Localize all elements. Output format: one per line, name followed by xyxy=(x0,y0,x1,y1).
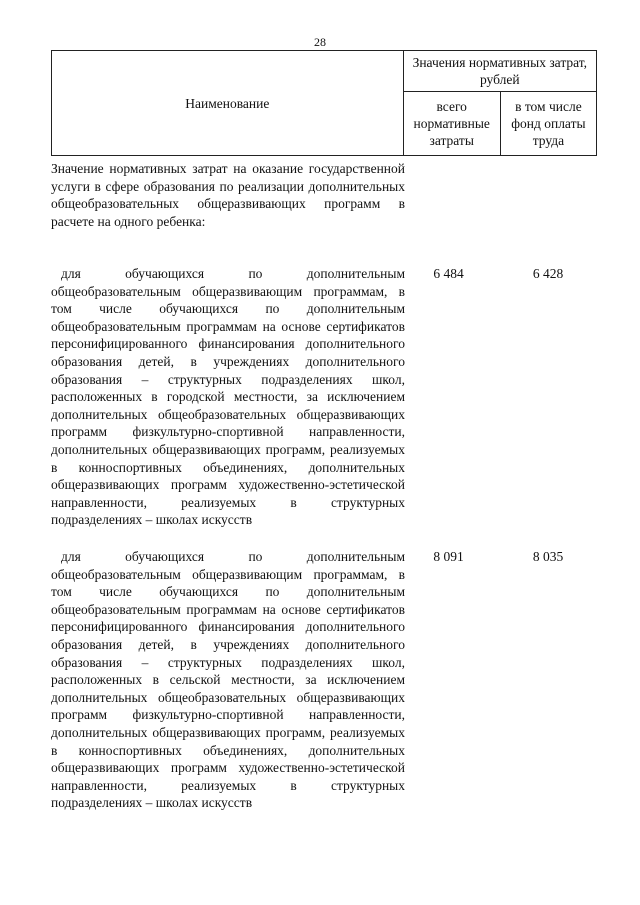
row-1-wage-value: 6 428 xyxy=(532,266,564,281)
header-name-cell: Наименование xyxy=(52,51,404,156)
table-header xyxy=(51,50,597,156)
row-1-description: для обучающихся по дополнительным общеобразовательным общеразвивающим программам, в том числе обучающихся по дополнительным общеобразовательным программам на основе сертификатов персонифицированного финансирования дополнительного образования детей, в учреждениях дополнительного образования – структурных подразделениях школ, расположенных в городской местности, за исключением дополнительных общеобразовательных общеразвивающих программ физкультурно-спортивной направленности, дополнительных общеразвивающих программ, реализуемых в конноспортивных объединениях, дополнительных общеразвивающих программ художественно-эстетической направленности, реализуемых в структурных подразделениях – школах искусств xyxy=(51,266,405,528)
row-2-description: для обучающихся по дополнительным общеобразовательным общеразвивающим программам, в том числе обучающихся по дополнительным общеобразовательным программам на основе сертификатов персонифицированного финансирования дополнительного образования детей, в учреждениях дополнительного образования – структурных подразделениях школ, расположенных в сельской местности, за исключением дополнительных общеобразовательных общеразвивающих программ физкультурно-спортивной направленности, дополнительных общеразвивающих программ, реализуемых в конноспортивных объединениях, дополнительных общеразвивающих программ художественно-эстетической направленности, реализуемых в структурных подразделениях – школах искусств xyxy=(51,549,405,811)
header-total-column: всего нормативные затраты xyxy=(403,92,500,156)
row-2-wage-value: 8 035 xyxy=(532,549,564,564)
intro-text: Значение нормативных затрат на оказание государственной услуги в сфере образования по реализации дополнительных общеобразовательных общеразвивающих программ в расчете на одного ребенка: xyxy=(51,161,405,229)
row-2-total-value: 8 091 xyxy=(433,549,464,564)
row-1-total-value: 6 484 xyxy=(433,266,464,281)
header-wage-column: в том числе фонд оплаты труда xyxy=(500,92,596,156)
page-number: 28 xyxy=(314,35,326,49)
header-values-group: Значения нормативных затрат, рублей xyxy=(403,51,596,92)
